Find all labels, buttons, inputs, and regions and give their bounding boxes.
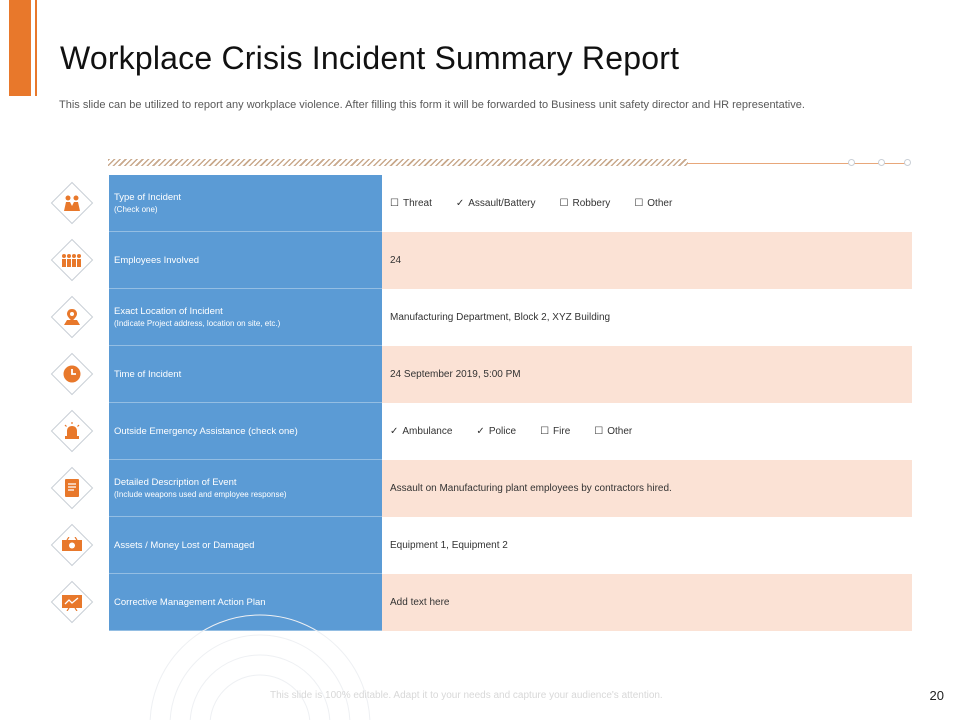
row-sublabel: (Check one) [114,205,158,214]
row-label: Exact Location of Incident [114,306,223,317]
checkbox-option[interactable] [594,426,632,437]
empty-checkbox-icon: ☐ [390,198,399,209]
row-value[interactable]: 24 [390,255,402,266]
row-value[interactable]: 24 September 2019, 5:00 PM [390,369,521,380]
row-value[interactable]: Equipment 1, Equipment 2 [390,540,508,551]
empty-checkbox-icon: ☐ [634,198,644,209]
table-row [109,232,912,289]
table-row [109,175,912,232]
decorative-dot [848,159,855,166]
row-value-cell [382,232,912,289]
action-plan-board-icon [50,587,94,617]
option-label: Police [488,426,517,437]
checkbox-option[interactable] [540,426,570,437]
option-label: Ambulance [402,426,453,437]
row-icon-slot [50,232,96,289]
empty-checkbox-icon: ☐ [559,198,569,209]
row-icon-slot [50,175,96,232]
row-label-cell [109,289,382,346]
row-value-cell [382,460,912,517]
decorative-hatch-bar [108,159,688,166]
table-row [109,289,912,346]
check-mark-icon: ✓ [455,198,465,209]
table-row [109,460,912,517]
checkbox-option[interactable] [390,198,432,209]
empty-checkbox-icon: ☐ [594,426,604,437]
row-value-cell [382,175,912,232]
option-label: Robbery [572,198,611,209]
row-value[interactable]: Assault on Manufacturing plant employees by contractors hired. [390,483,672,494]
option-label: Other [607,426,633,437]
people-fighting-icon [50,188,94,218]
checkbox-option[interactable] [634,198,672,209]
row-value-cell [382,289,912,346]
option-label: Assault/Battery [468,198,536,209]
row-value-cell [382,574,912,631]
document-icon [50,473,94,503]
incident-report-table [109,175,912,631]
location-map-icon [50,302,94,332]
row-label-cell [109,460,382,517]
row-label: Outside Emergency Assistance (check one) [114,425,298,437]
row-label: Type of Incident [114,192,182,203]
check-mark-icon: ✓ [390,426,399,437]
row-label-cell [109,232,382,289]
clock-icon [50,359,94,389]
row-sublabel: (Indicate Project address, location on site, etc.) [114,319,281,328]
table-row [109,403,912,460]
row-label: Employees Involved [114,254,200,266]
accent-bar [9,0,31,96]
page-subtitle: This slide can be utilized to report any workplace violence. After filling this form it will be forwarded to Business unit safety director and HR representative. [59,99,805,111]
accent-line [35,0,37,96]
row-value[interactable]: Add text here [390,597,450,608]
siren-icon [50,416,94,446]
money-bill-icon [50,530,94,560]
table-row [109,346,912,403]
footer-note: This slide is 100% editable. Adapt it to your needs and capture your audience's attention. [270,690,663,701]
row-label: Time of Incident [114,368,182,380]
group-people-icon [50,245,94,275]
decorative-rule-line [688,163,910,164]
row-value-cell [382,346,912,403]
row-icon-slot [50,517,96,574]
decorative-arcs [130,600,390,720]
row-value[interactable]: Manufacturing Department, Block 2, XYZ Building [390,312,611,323]
table-row [109,517,912,574]
row-icon-slot [50,574,96,631]
checkbox-option[interactable] [456,198,536,209]
row-icon-slot [50,403,96,460]
row-value-cell [382,403,912,460]
option-label: Threat [402,198,432,209]
option-label: Other [647,198,673,209]
row-icon-slot [50,346,96,403]
check-mark-icon: ✓ [476,426,485,437]
row-label-cell [109,517,382,574]
row-label-cell [109,403,382,460]
row-label-cell [109,346,382,403]
page-number: 20 [929,688,944,703]
option-label: Fire [553,426,571,437]
row-icon-slot [50,460,96,517]
decorative-dot [904,159,911,166]
row-sublabel: (Include weapons used and employee response) [114,490,287,499]
row-label-cell [109,175,382,232]
checkbox-option[interactable] [476,426,516,437]
row-icon-slot [50,289,96,346]
row-label: Detailed Description of Event [114,477,237,488]
checkbox-option[interactable] [560,198,611,209]
empty-checkbox-icon: ☐ [540,426,550,437]
row-label: Corrective Management Action Plan [114,596,266,608]
checkbox-option[interactable] [390,426,452,437]
row-icon-column [50,175,96,631]
row-value-cell [382,517,912,574]
page-title: Workplace Crisis Incident Summary Report [60,40,680,76]
decorative-dot [878,159,885,166]
row-label: Assets / Money Lost or Damaged [114,539,255,551]
